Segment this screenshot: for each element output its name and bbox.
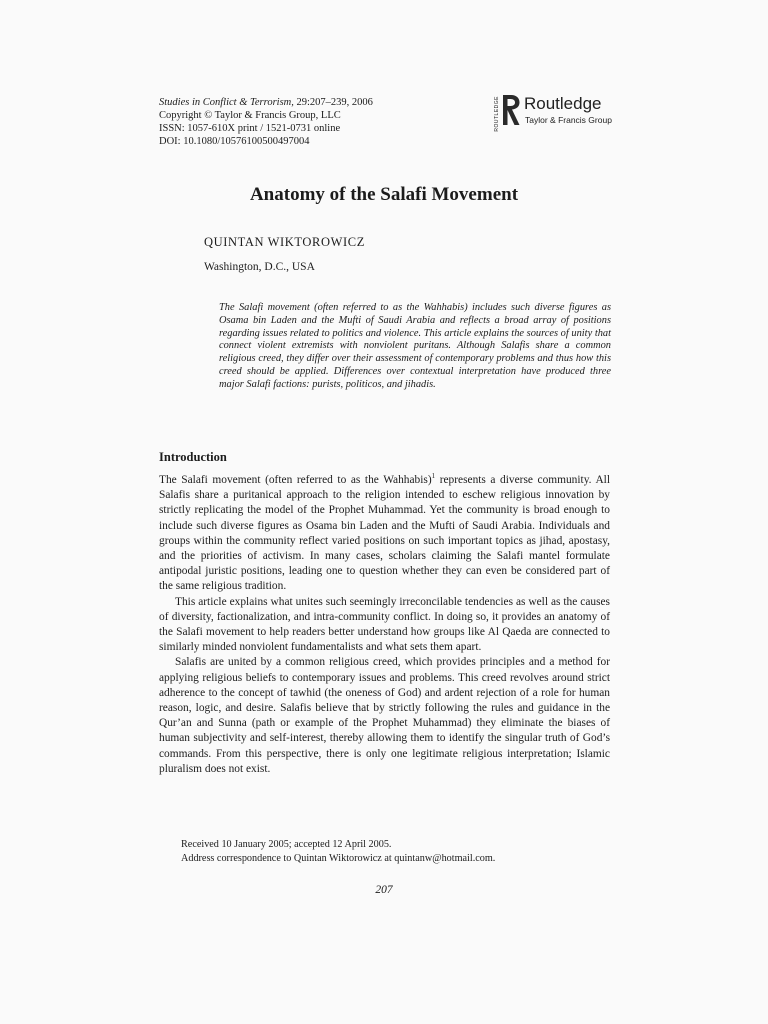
correspondence-address: Address correspondence to Quintan Wiktorowicz at quintanw@hotmail.com. xyxy=(181,852,496,864)
author-affiliation: Washington, D.C., USA xyxy=(204,261,315,273)
section-heading: Introduction xyxy=(159,450,227,464)
page-number: 207 xyxy=(375,884,393,896)
journal-citation xyxy=(159,96,373,109)
paragraph-3: Salafis are united by a common religious creed, which provides principles and a method for applying religious beliefs to contemporary issues and problems. This creed revolves around strict adherence to the concept of tawhid (the oneness of God) and ardent rejection of a role for human reason, logic, and desire. Salafis believe that by strictly following the rules and guidance in the Qur’an and Sunna (path or example of the Prophet Muhammad) they eliminate the biases of human subjectivity and self-interest, thereby allowing them to identify the singular truth of God’s commands. From this perspective, there is only one legitimate religious interpretation; Islamic pluralism does not exist. xyxy=(159,656,610,775)
abstract: The Salafi movement (often referred to as the Wahhabis) includes such diverse figures as Osama bin Laden and the Mufti of Saudi Arabia and reflects a broad array of positions regarding issues related to politics and violence. This article explains the sources of unity that connect violent extremists with nonviolent puritans. Although Salafis share a common religious creed, they differ over their assessment of contemporary problems and thus how this creed should be applied. Differences over contextual interpretation have produced three major Salafi factions: purists, politicos, and jihadis. xyxy=(219,302,611,390)
footnote xyxy=(181,838,495,865)
article-title: Anatomy of the Salafi Movement xyxy=(249,184,519,205)
publisher-group: Taylor & Francis Group xyxy=(525,115,612,125)
paragraph-2: This article explains what unites such seemingly irreconcilable tendencies as well as the causes of diversity, factionalization, and intra-community conflict. In doing so, it provides an anatomy of the Salafi movement to help readers better understand how groups like Al Qaeda are connected to similarly minded nonviolent fundamentalists and what sets them apart. xyxy=(159,595,610,654)
copyright-line: Copyright © Taylor & Francis Group, LLC xyxy=(159,110,341,121)
journal-name: Studies in Conflict & Terrorism, xyxy=(159,97,294,108)
paragraph-1: The Salafi movement (often referred to as the Wahhabis)$^1$ represents a diverse community. All Salafis share a puritanical approach to the religion intended to eschew religious innovation by strictly replicating the model of the Prophet Muhammad. Yet the community is broad enough to include such diverse figures as Osama bin Laden and the Mufti of Saudi Arabia. Individuals and groups within the community reflect varied positions on such important topics as jihad, apostasy, and the priorities of activism. In many cases, scholars claiming the Salafi mantel formulate antipodal juristic positions, leading one to question whether they can even be considered part of the same religious tradition. xyxy=(159,472,611,593)
publisher-logo xyxy=(494,94,624,130)
publisher-name: Routledge xyxy=(524,94,602,113)
journal-volume: 29:207–239, 2006 xyxy=(293,97,373,108)
body-text xyxy=(159,473,610,777)
received-dates: Received 10 January 2005; accepted 12 April 2005. xyxy=(181,839,392,850)
logo-vertical-text: ROUTLEDGE xyxy=(494,96,500,132)
author-name: QUINTAN WIKTOROWICZ xyxy=(204,235,365,249)
routledge-r-icon xyxy=(501,94,521,126)
footnote-marker[interactable]: 1 xyxy=(431,472,436,481)
journal-metadata xyxy=(159,96,373,148)
issn-line: ISSN: 1057-610X print / 1521-0731 online xyxy=(159,123,341,134)
doi-line: DOI: 10.1080/10576100500497004 xyxy=(159,136,310,147)
